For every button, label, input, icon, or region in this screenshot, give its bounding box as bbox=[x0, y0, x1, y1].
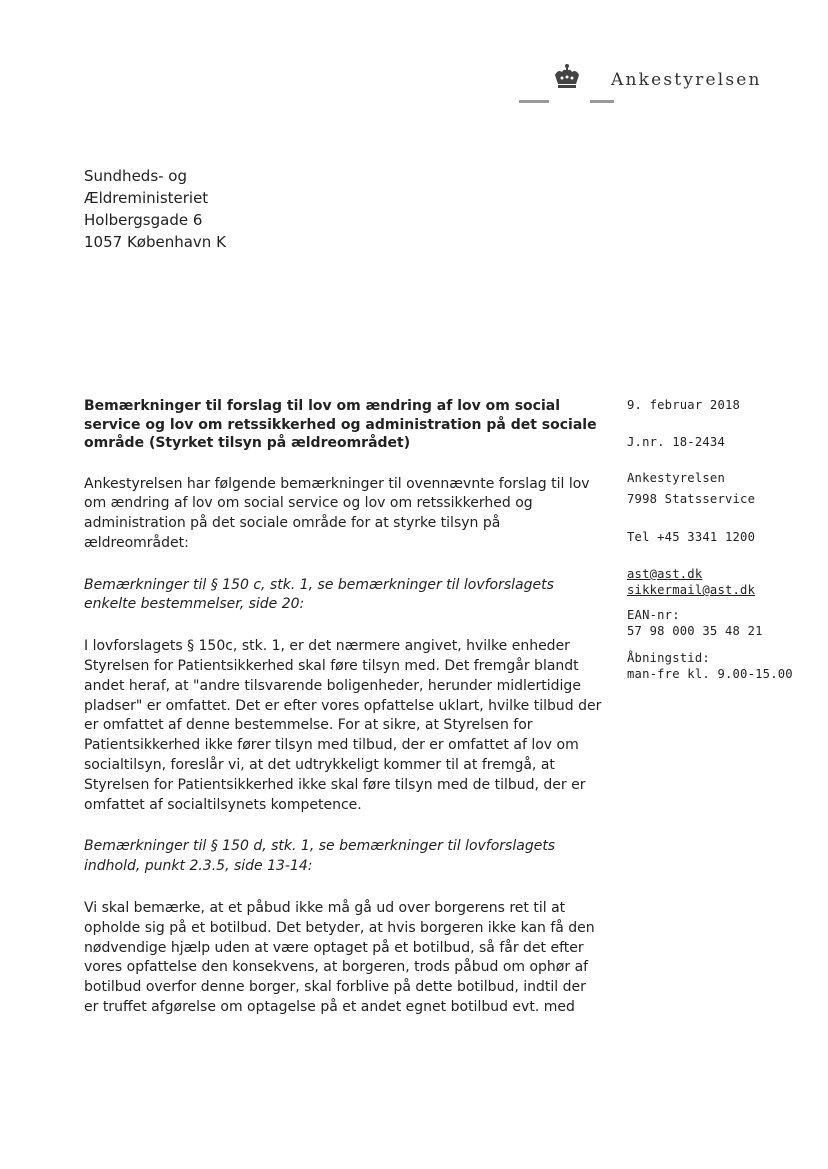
recipient-line: 1057 København K bbox=[84, 233, 226, 251]
recipient-line: Holbergsgade 6 bbox=[84, 211, 203, 229]
crown-logo-icon bbox=[552, 63, 582, 93]
section-paragraph: I lovforslagets § 150c, stk. 1, er det nærmere angivet, hvilke enheder Styrelsen for Patientsikkerhed skal føre tilsyn med. Det fremgår blandt andet heraf, at "andre tilsvarende boligenheder, herunder midlertidige pladser" er omfattet. Det er efter vores opfattelse uklart, hvilke tilbud der er omfattet af denne bestemmelse. For at sikre, at Styrelsen for Patientsikkerhed ikke fører tilsyn med tilbud, der er omfattet af lov om socialtilsyn, foreslår vi, at det udtrykkeligt kommer til at fremgå, at Styrelsen for Patientsikkerhed ikke skal føre tilsyn med de tilbud, der er omfattet af socialtilsynets kompetence. bbox=[84, 638, 602, 813]
section-heading: Bemærkninger til § 150 d, stk. 1, se bemærkninger til lovforslagets indhold, punkt 2.3.5, side 13-14: bbox=[84, 838, 556, 875]
recipient-address bbox=[84, 165, 226, 253]
recipient-line: Sundheds- og bbox=[84, 167, 188, 185]
letterhead-rule-left bbox=[519, 100, 549, 103]
letter-subject: Bemærkninger til forslag til lov om ændring af lov om social service og lov om retssikkerhed og administration på det sociale område (Styrket tilsyn på ældreområdet) bbox=[84, 398, 597, 451]
sender-phone: Tel +45 3341 1200 bbox=[627, 530, 756, 544]
recipient-line: Ældreministeriet bbox=[84, 189, 209, 207]
section-paragraph: Vi skal bemærke, at et påbud ikke må gå ud over borgerens ret til at opholde sig på et botilbud. Det betyder, at hvis borgeren ikke kan få den nødvendige hjælp uden at være optaget på et botilbud, så får det efter vores opfattelse den konsekvens, at borgeren, trods påbud om ophør af botilbud overfor denne borger, skal forblive på dette botilbud, indtil der er truffet afgørelse om optagelse på et andet egnet botilbud evt. med bbox=[84, 900, 595, 1016]
intro-paragraph: Ankestyrelsen har følgende bemærkninger til ovennævnte forslag til lov om ændring af lov om social service og lov om retssikkerhed og administration på det sociale område for at styrke tilsyn på ældreområdet: bbox=[84, 475, 590, 551]
secure-email-link[interactable]: sikkermail@ast.dk bbox=[627, 583, 756, 597]
letter-date: 9. februar 2018 bbox=[627, 398, 741, 412]
letter-body bbox=[84, 397, 604, 1040]
section-heading: Bemærkninger til § 150 c, stk. 1, se bemærkninger til lovforslagets enkelte bestemmelser, side 20: bbox=[84, 576, 554, 613]
opening-hours-label: Åbningstid: bbox=[627, 650, 710, 665]
ean-value: 57 98 000 35 48 21 bbox=[627, 624, 763, 638]
organization-name: Ankestyrelsen bbox=[611, 70, 762, 90]
sender-info-column bbox=[627, 397, 817, 683]
sender-address: 7998 Statsservice bbox=[627, 491, 756, 506]
opening-hours-value: man-fre kl. 9.00-15.00 bbox=[627, 667, 793, 681]
journal-number: J.nr. 18-2434 bbox=[627, 434, 725, 449]
ean-label: EAN-nr: bbox=[627, 607, 680, 622]
letterhead-rule-right bbox=[590, 100, 614, 103]
sender-name: Ankestyrelsen bbox=[627, 471, 725, 485]
email-link[interactable]: ast@ast.dk bbox=[627, 566, 703, 581]
